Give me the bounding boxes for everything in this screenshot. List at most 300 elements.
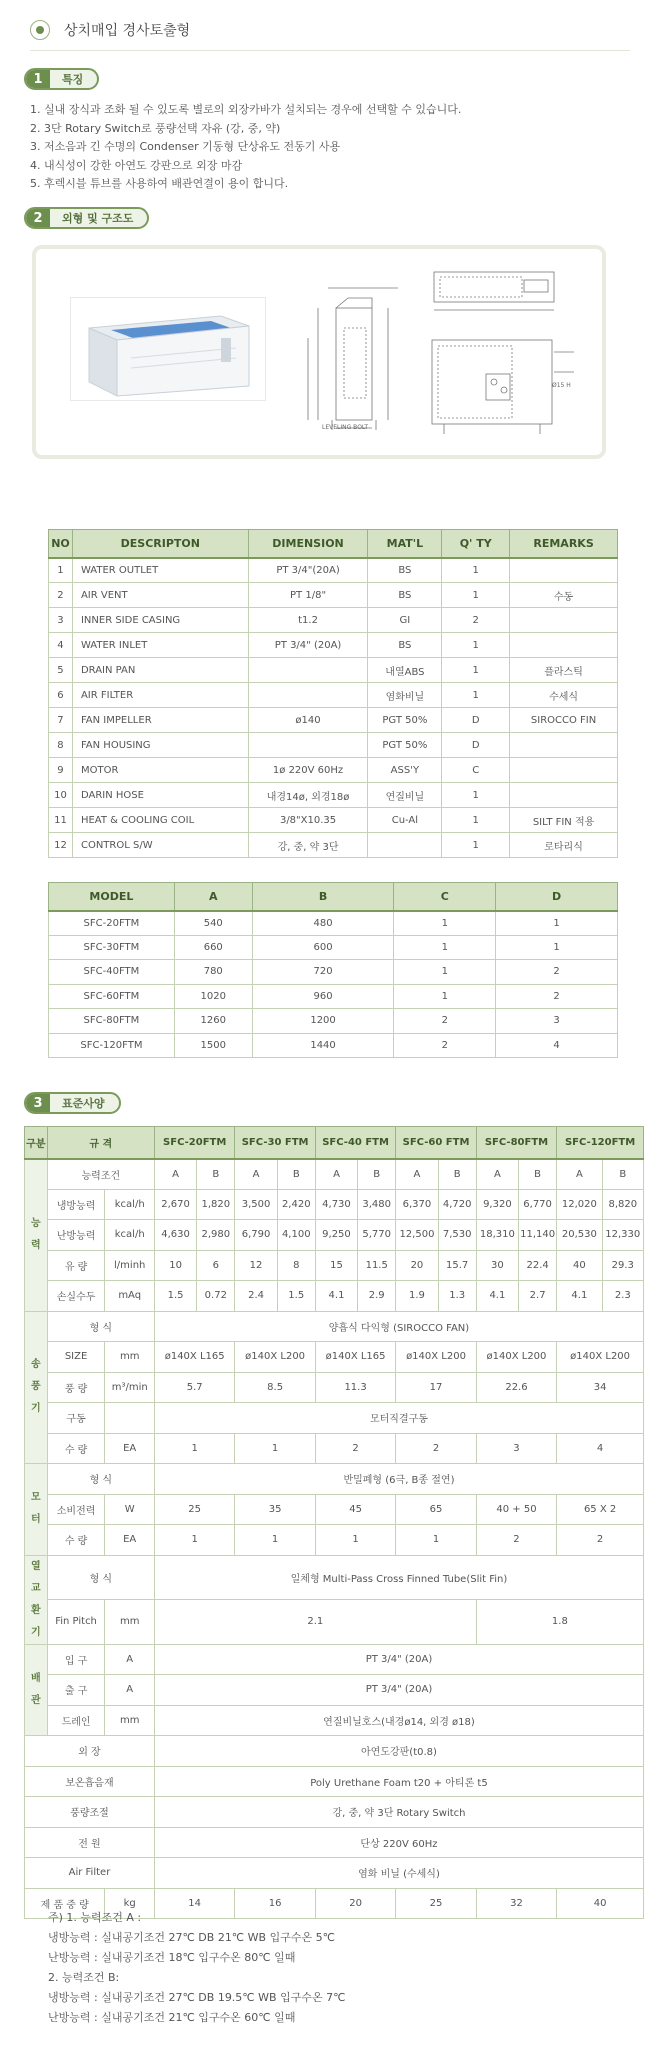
table-cell: Poly Urethane Foam t20 + 아티론 t5 (154, 1766, 643, 1797)
table-row (25, 1372, 644, 1403)
row-label: 전 원 (25, 1827, 155, 1858)
table-cell: ASS'Y (368, 758, 442, 783)
table-cell: 2,980 (197, 1220, 235, 1251)
table-cell: D (442, 733, 510, 758)
unit-cell: A (105, 1675, 155, 1706)
table-cell: 반밀폐형 (6극, B종 절연) (154, 1464, 643, 1495)
table-row (25, 1675, 644, 1706)
table-cell: ø140X L200 (235, 1342, 315, 1373)
table-cell: 1 (154, 1525, 234, 1556)
header-cell: 규 격 (47, 1127, 154, 1159)
row-label: Air Filter (25, 1858, 155, 1889)
table-row (25, 1250, 644, 1281)
table-cell (248, 658, 368, 683)
table-cell (248, 733, 368, 758)
table-cell: 25 (154, 1494, 234, 1525)
row-label: 유 량 (47, 1250, 105, 1281)
table-cell: PT 3/4" (20A) (154, 1675, 643, 1706)
table-cell: 2 (396, 1433, 476, 1464)
unit-cell: mm (105, 1600, 155, 1645)
table-cell: 1 (496, 935, 618, 960)
row-label: 능력조건 (47, 1159, 154, 1190)
table-cell: 1 (394, 935, 496, 960)
table-cell: SFC-60FTM (49, 984, 175, 1009)
table-cell: 모터직결구동 (154, 1403, 643, 1434)
table-cell: PGT 50% (368, 708, 442, 733)
table-cell: 1200 (252, 1009, 394, 1034)
table-cell: 2.9 (358, 1281, 396, 1312)
table-header-row (49, 883, 618, 911)
table-cell: B (358, 1159, 396, 1190)
table-cell: MOTOR (72, 758, 248, 783)
header-cell: REMARKS (510, 530, 618, 558)
table-cell: 1 (154, 1433, 234, 1464)
table-header-row (49, 530, 618, 558)
table-row (25, 1464, 644, 1495)
row-label: 손실수두 (47, 1281, 105, 1312)
table-cell: CONTROL S/W (72, 833, 248, 858)
table-cell: 4.1 (557, 1281, 602, 1312)
table-row (49, 911, 618, 936)
row-label: 구동 (47, 1403, 105, 1434)
unit-cell (105, 1403, 155, 1434)
row-label: 난방능력 (47, 1220, 105, 1251)
table-cell: 2.7 (519, 1281, 557, 1312)
row-label: 냉방능력 (47, 1189, 105, 1220)
table-cell: 22.4 (519, 1250, 557, 1281)
table-row (49, 733, 618, 758)
spec-table (24, 1126, 644, 1919)
table-cell: 45 (315, 1494, 395, 1525)
parts-table (48, 529, 618, 858)
table-cell: 540 (174, 911, 252, 936)
header-cell: DESCRIPTON (72, 530, 248, 558)
header-cell: SFC-120FTM (557, 1127, 644, 1159)
table-cell: SIROCCO FIN (510, 708, 618, 733)
table-cell: GI (368, 608, 442, 633)
table-cell: 3/8"X10.35 (248, 808, 368, 833)
table-cell: A (235, 1159, 277, 1190)
table-cell: 1 (394, 911, 496, 936)
table-cell: 12 (49, 833, 73, 858)
section-heading-structure: 2 외형 및 구조도 (24, 207, 149, 229)
table-row (25, 1827, 644, 1858)
unit-cell: EA (105, 1433, 155, 1464)
table-cell: B (519, 1159, 557, 1190)
table-cell: 6 (49, 683, 73, 708)
row-label: 입 구 (47, 1644, 105, 1675)
table-row (49, 935, 618, 960)
table-cell: 4,720 (438, 1189, 476, 1220)
table-cell: 65 (396, 1494, 476, 1525)
table-cell: HEAT & COOLING COIL (72, 808, 248, 833)
table-cell: PT 1/8" (248, 583, 368, 608)
table-cell: 1.9 (396, 1281, 438, 1312)
header-cell: 구분 (25, 1127, 48, 1159)
table-cell: 8 (277, 1250, 315, 1281)
table-cell: ø140X L165 (154, 1342, 234, 1373)
table-cell: 0.72 (197, 1281, 235, 1312)
table-cell: 4.1 (476, 1281, 518, 1312)
table-cell: 1 (442, 558, 510, 583)
table-cell: 1 (396, 1525, 476, 1556)
table-cell: 양흡식 다익형 (SIROCCO FAN) (154, 1311, 643, 1342)
table-cell: 4,630 (154, 1220, 196, 1251)
row-label: 수 량 (47, 1525, 105, 1556)
table-row (25, 1555, 644, 1600)
table-row (25, 1189, 644, 1220)
category-cell: 모터 (25, 1464, 48, 1556)
table-cell: 65 X 2 (557, 1494, 644, 1525)
table-cell: 1440 (252, 1033, 394, 1058)
table-cell: 3 (476, 1433, 556, 1464)
table-row (49, 1009, 618, 1034)
table-cell: 11.5 (358, 1250, 396, 1281)
table-cell: 2.1 (154, 1600, 476, 1645)
table-cell: 일체형 Multi-Pass Cross Finned Tube(Slit Fin) (154, 1555, 643, 1600)
unit-cell: mAq (105, 1281, 155, 1312)
table-cell: 40 (557, 1888, 644, 1919)
table-row (49, 608, 618, 633)
table-cell (510, 608, 618, 633)
table-cell: 8.5 (235, 1372, 315, 1403)
table-row (25, 1494, 644, 1525)
header-cell: SFC-20FTM (154, 1127, 234, 1159)
dimension-label: Ø15 H (552, 382, 571, 389)
table-cell: 수동 (510, 583, 618, 608)
table-cell: 600 (252, 935, 394, 960)
table-cell: 1 (315, 1525, 395, 1556)
table-row (49, 633, 618, 658)
table-cell: 11 (49, 808, 73, 833)
unit-cell: mm (105, 1342, 155, 1373)
row-label: 풍 량 (47, 1372, 105, 1403)
table-cell: 4 (496, 1033, 618, 1058)
row-label: 수 량 (47, 1433, 105, 1464)
row-label: 풍량조절 (25, 1797, 155, 1828)
product-photo (70, 297, 266, 401)
table-row (25, 1736, 644, 1767)
note-line: 냉방능력 : 실내공기조건 27℃ DB 21℃ WB 입구수온 5℃ (48, 1931, 335, 1944)
table-cell: B (197, 1159, 235, 1190)
table-cell: 9 (49, 758, 73, 783)
table-cell: C (442, 758, 510, 783)
table-row (25, 1525, 644, 1556)
table-cell: SFC-120FTM (49, 1033, 175, 1058)
table-row (25, 1159, 644, 1190)
table-cell: 2,670 (154, 1189, 196, 1220)
table-cell: t1.2 (248, 608, 368, 633)
table-cell: FAN IMPELLER (72, 708, 248, 733)
row-label: 형 식 (47, 1311, 154, 1342)
table-cell: 20,530 (557, 1220, 602, 1251)
table-cell: 1 (496, 911, 618, 936)
table-cell: 연질비닐 (368, 783, 442, 808)
table-cell: 1 (442, 833, 510, 858)
table-row (25, 1858, 644, 1889)
table-cell: PGT 50% (368, 733, 442, 758)
table-cell: 12 (235, 1250, 277, 1281)
table-cell: 7 (49, 708, 73, 733)
table-row (49, 758, 618, 783)
table-cell: 2 (315, 1433, 395, 1464)
table-cell: SFC-40FTM (49, 960, 175, 985)
table-cell: DARIN HOSE (72, 783, 248, 808)
category-cell: 배관 (25, 1644, 48, 1736)
table-cell: 11.3 (315, 1372, 395, 1403)
table-cell: 내경14ø, 외경18ø (248, 783, 368, 808)
table-row (25, 1797, 644, 1828)
table-cell: 5,770 (358, 1220, 396, 1251)
row-label: SIZE (47, 1342, 105, 1373)
table-cell (510, 758, 618, 783)
table-cell: AIR VENT (72, 583, 248, 608)
table-cell (368, 833, 442, 858)
table-cell: 1ø 220V 60Hz (248, 758, 368, 783)
table-row (49, 558, 618, 583)
table-cell (510, 633, 618, 658)
table-row (49, 708, 618, 733)
table-cell: FAN HOUSING (72, 733, 248, 758)
table-cell: ø140X L200 (557, 1342, 644, 1373)
table-row (25, 1600, 644, 1645)
unit-cell: kcal/h (105, 1220, 155, 1251)
table-cell: 7,530 (438, 1220, 476, 1251)
table-cell: 2 (496, 984, 618, 1009)
table-cell: A (396, 1159, 438, 1190)
table-cell: ø140X L200 (476, 1342, 556, 1373)
table-cell: SFC-30FTM (49, 935, 175, 960)
table-cell: WATER OUTLET (72, 558, 248, 583)
table-cell: 20 (315, 1888, 395, 1919)
header-cell: SFC-40 FTM (315, 1127, 395, 1159)
leveling-bolt-label: LEVELING BOLT (322, 424, 369, 431)
section-heading-spec: 3 표준사양 (24, 1092, 121, 1114)
unit-cell: m³/min (105, 1372, 155, 1403)
table-cell: A (476, 1159, 518, 1190)
table-cell: 연질비닐호스(내경ø14, 외경 ø18) (154, 1705, 643, 1736)
table-cell: 12,330 (602, 1220, 643, 1251)
table-cell: 내열ABS (368, 658, 442, 683)
table-cell: 1500 (174, 1033, 252, 1058)
table-cell: 2 (394, 1009, 496, 1034)
feature-item: 5. 후렉시블 튜브를 사용하여 배관연결이 용이 합니다. (30, 177, 289, 190)
table-cell: 8 (49, 733, 73, 758)
table-cell: AIR FILTER (72, 683, 248, 708)
table-cell: 1.3 (438, 1281, 476, 1312)
table-cell: PT 3/4" (20A) (248, 633, 368, 658)
table-cell: 2 (496, 960, 618, 985)
table-cell: SFC-80FTM (49, 1009, 175, 1034)
table-cell: 1 (394, 960, 496, 985)
table-cell: 1 (235, 1433, 315, 1464)
table-cell: 12,500 (396, 1220, 438, 1251)
row-label: 출 구 (47, 1675, 105, 1706)
table-row (25, 1433, 644, 1464)
unit-cell: A (105, 1644, 155, 1675)
table-cell: ø140 (248, 708, 368, 733)
table-cell: 3,480 (358, 1189, 396, 1220)
note-line: 난방능력 : 실내공기조건 21℃ 입구수온 60℃ 일때 (48, 2011, 296, 2024)
table-cell: 강, 중, 약 3단 Rotary Switch (154, 1797, 643, 1828)
unit-cell: kg (105, 1888, 155, 1919)
unit-cell: mm (105, 1705, 155, 1736)
table-row (25, 1342, 644, 1373)
category-cell: 열교환기 (25, 1555, 48, 1644)
table-cell: A (315, 1159, 357, 1190)
table-cell: 2.3 (602, 1281, 643, 1312)
table-cell: INNER SIDE CASING (72, 608, 248, 633)
table-cell: 1.8 (476, 1600, 643, 1645)
row-label: 외 장 (25, 1736, 155, 1767)
table-row (49, 783, 618, 808)
table-cell: 1 (235, 1525, 315, 1556)
feature-item: 4. 내식성이 강한 아연도 강판으로 외장 마감 (30, 158, 243, 172)
note-line: 냉방능력 : 실내공기조건 27℃ DB 19.5℃ WB 입구수온 7℃ (48, 1991, 346, 2004)
row-label: 형 식 (47, 1555, 154, 1600)
table-cell: 14 (154, 1888, 234, 1919)
spec-notes (48, 1908, 345, 2028)
table-cell: 780 (174, 960, 252, 985)
table-cell: 3 (49, 608, 73, 633)
feature-item: 2. 3단 Rotary Switch로 풍량선택 자유 (강, 중, 약) (30, 121, 281, 135)
table-cell: 20 (396, 1250, 438, 1281)
table-cell: 9,250 (315, 1220, 357, 1251)
row-label: 소비전력 (47, 1494, 105, 1525)
table-header-row (25, 1127, 644, 1159)
table-row (49, 658, 618, 683)
table-cell: 4 (557, 1433, 644, 1464)
table-cell: B (277, 1159, 315, 1190)
table-cell: 32 (476, 1888, 556, 1919)
table-cell: 1 (394, 984, 496, 1009)
table-row (25, 1281, 644, 1312)
section-heading-features: 1 특징 (24, 68, 99, 90)
table-cell: 40 (557, 1250, 602, 1281)
header-cell: SFC-30 FTM (235, 1127, 315, 1159)
table-cell: 1 (442, 658, 510, 683)
table-cell: 5.7 (154, 1372, 234, 1403)
table-cell: 25 (396, 1888, 476, 1919)
table-cell: 강, 중, 약 3단 (248, 833, 368, 858)
table-cell: 660 (174, 935, 252, 960)
table-cell: 16 (235, 1888, 315, 1919)
table-cell: 17 (396, 1372, 476, 1403)
header-cell: SFC-80FTM (476, 1127, 556, 1159)
bullet-icon (30, 20, 50, 40)
header-cell: MAT'L (368, 530, 442, 558)
table-cell: 2 (49, 583, 73, 608)
table-cell: D (442, 708, 510, 733)
table-cell: Cu-Al (368, 808, 442, 833)
table-cell: SFC-20FTM (49, 911, 175, 936)
table-cell: 34 (557, 1372, 644, 1403)
table-cell: WATER INLET (72, 633, 248, 658)
table-cell: BS (368, 583, 442, 608)
header-cell: NO (49, 530, 73, 558)
table-cell: 3 (496, 1009, 618, 1034)
header-cell: DIMENSION (248, 530, 368, 558)
table-cell: 수세식 (510, 683, 618, 708)
table-cell: 720 (252, 960, 394, 985)
table-cell: 40 + 50 (476, 1494, 556, 1525)
table-cell: 6,770 (519, 1189, 557, 1220)
table-cell: BS (368, 633, 442, 658)
table-cell: PT 3/4"(20A) (248, 558, 368, 583)
table-cell: 8,820 (602, 1189, 643, 1220)
category-cell: 송풍기 (25, 1311, 48, 1464)
table-cell: 2,420 (277, 1189, 315, 1220)
table-row (49, 984, 618, 1009)
table-cell: 1 (442, 783, 510, 808)
table-cell (510, 783, 618, 808)
table-row (49, 1033, 618, 1058)
header-cell: Q' TY (442, 530, 510, 558)
feature-item: 3. 저소음과 긴 수명의 Condenser 기동형 단상유도 전동기 사용 (30, 140, 341, 153)
table-cell: 4,730 (315, 1189, 357, 1220)
features-list (30, 101, 461, 194)
table-row (49, 833, 618, 858)
table-cell: PT 3/4" (20A) (154, 1644, 643, 1675)
table-cell: 35 (235, 1494, 315, 1525)
note-line: 주) 1. 능력조건 A : (48, 1911, 142, 1924)
model-dimension-table (48, 882, 618, 1058)
row-label: 보온흡음재 (25, 1766, 155, 1797)
table-cell: 30 (476, 1250, 518, 1281)
table-cell: 1020 (174, 984, 252, 1009)
row-label: 형 식 (47, 1464, 154, 1495)
table-cell: SILT FIN 적용 (510, 808, 618, 833)
table-cell: 6,790 (235, 1220, 277, 1251)
table-cell: B (438, 1159, 476, 1190)
table-cell: 1,820 (197, 1189, 235, 1220)
row-label: 드레인 (47, 1705, 105, 1736)
table-cell: A (154, 1159, 196, 1190)
table-cell: 4 (49, 633, 73, 658)
table-cell: 2 (476, 1525, 556, 1556)
table-cell: 29.3 (602, 1250, 643, 1281)
table-cell: A (557, 1159, 602, 1190)
row-label: Fin Pitch (47, 1600, 105, 1645)
note-line: 난방능력 : 실내공기조건 18℃ 입구수온 80℃ 일때 (48, 1951, 296, 1964)
table-cell: 15.7 (438, 1250, 476, 1281)
table-cell: 1260 (174, 1009, 252, 1034)
table-cell: BS (368, 558, 442, 583)
table-cell: DRAIN PAN (72, 658, 248, 683)
table-cell (510, 733, 618, 758)
category-cell: 능력 (25, 1159, 48, 1312)
table-cell: 단상 220V 60Hz (154, 1827, 643, 1858)
header-cell: MODEL (49, 883, 175, 911)
page-header (30, 18, 190, 42)
header-cell: A (174, 883, 252, 911)
table-cell: 6,370 (396, 1189, 438, 1220)
note-line: 2. 능력조건 B: (48, 1971, 120, 1984)
side-view-drawing (288, 268, 418, 438)
table-row (25, 1220, 644, 1251)
unit-cell: l/minh (105, 1250, 155, 1281)
table-cell: 4.1 (315, 1281, 357, 1312)
table-cell: 2 (394, 1033, 496, 1058)
table-row (49, 683, 618, 708)
unit-cell: EA (105, 1525, 155, 1556)
table-cell: 플라스틱 (510, 658, 618, 683)
table-cell: 염화 비닐 (수세식) (154, 1858, 643, 1889)
unit-cell: W (105, 1494, 155, 1525)
table-cell: 11,140 (519, 1220, 557, 1251)
table-row (49, 808, 618, 833)
table-cell: 4,100 (277, 1220, 315, 1251)
